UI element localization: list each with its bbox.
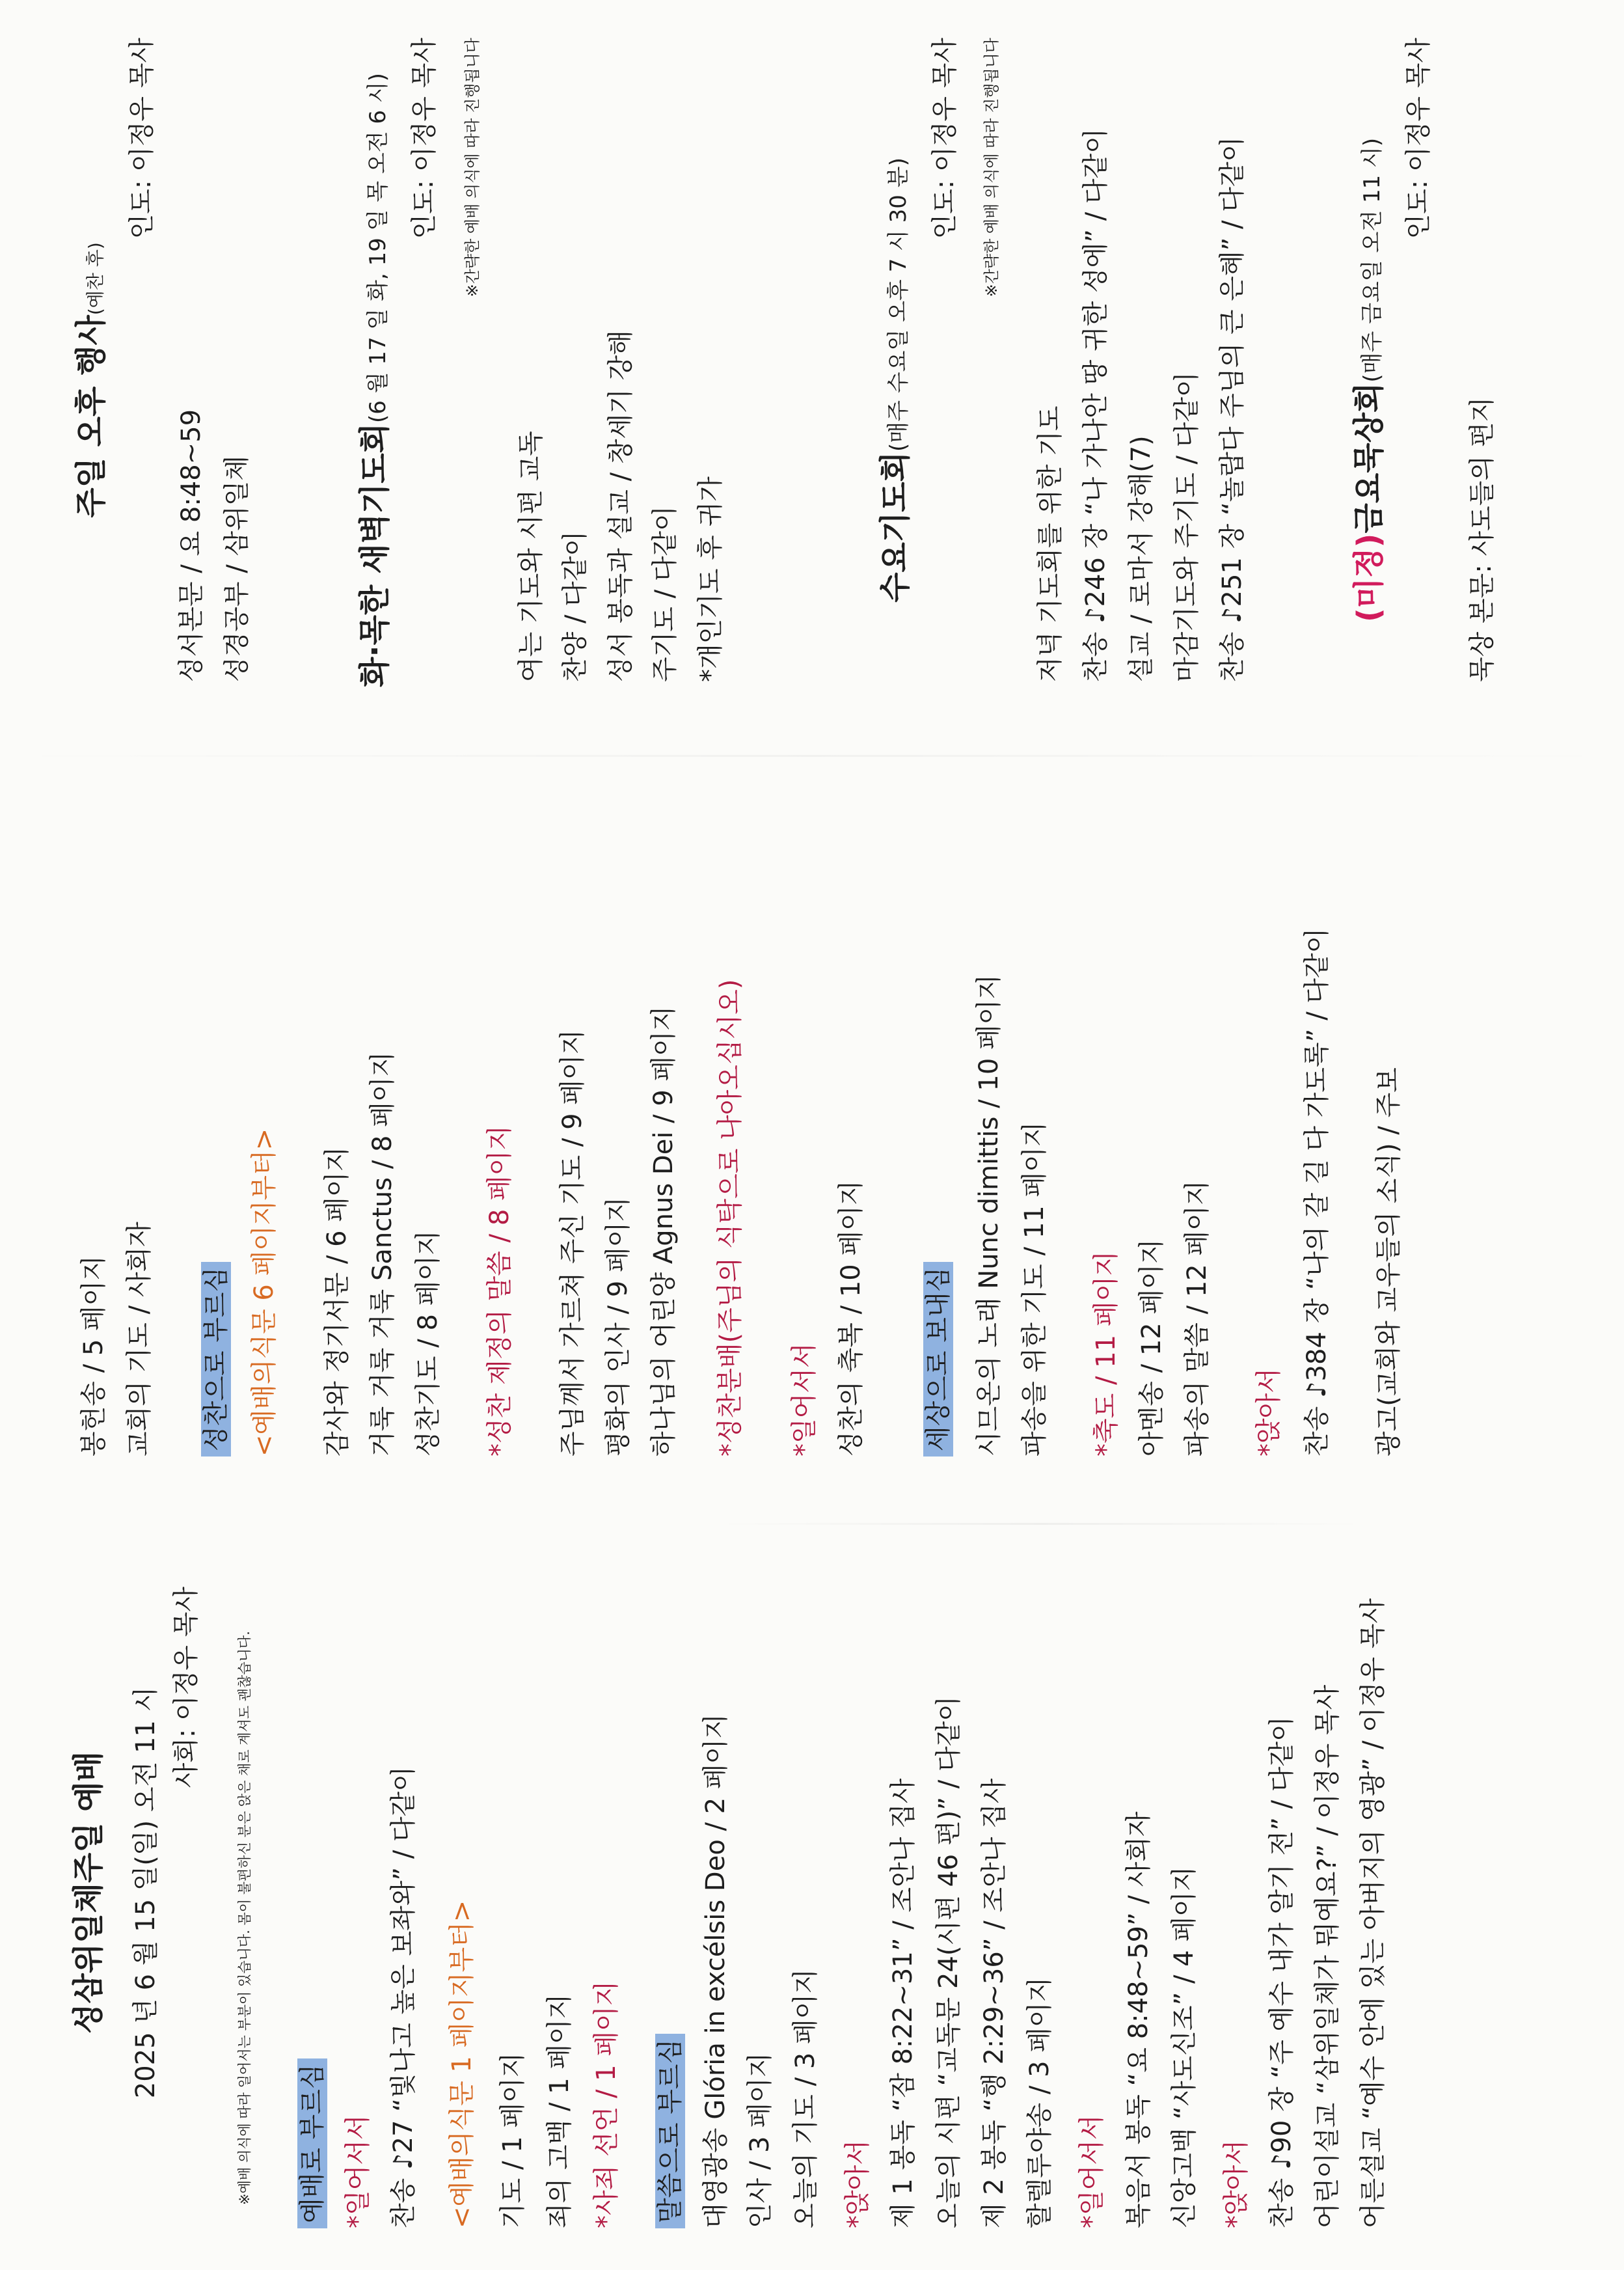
order-item: 할렐루야송 / 3 페이지 <box>1025 1976 1055 2228</box>
section-title: 수요기도회 <box>877 452 914 603</box>
order-item: 교회의 기도 / 사회자 <box>124 1222 154 1456</box>
order-item: 성서 봉독과 설교 / 창세기 강해 <box>606 330 636 682</box>
friday-meditation-heading <box>1351 0 1390 760</box>
panel-weekday-meetings <box>0 0 1624 760</box>
service-date: 2025 년 6 월 15 일(일) 오전 11 시 <box>131 1686 161 2099</box>
section-subtitle: (매주 수요일 오후 7 시 30 분) <box>886 157 912 452</box>
order-item: 감사와 정기서문 / 6 페이지 <box>322 1146 352 1456</box>
order-item: 찬송 ♪246 장 “나 가나안 땅 귀한 성에” / 다같이 <box>1081 128 1111 682</box>
order-item: 찬양 / 다같이 <box>560 530 590 682</box>
order-item: 인사 / 3 페이지 <box>745 2052 775 2228</box>
order-item: 봉헌송 / 5 페이지 <box>79 1255 109 1456</box>
stand-cue: *일어서서 <box>343 2114 373 2228</box>
order-item: *성찬 제정의 말씀 / 8 페이지 <box>485 1125 515 1456</box>
order-item: 대영광송 Glória in excélsis Deo / 2 페이지 <box>701 1714 731 2228</box>
order-item: 주기도 / 다같이 <box>650 506 680 682</box>
order-item: 파송을 위한 기도 / 11 페이지 <box>1020 1121 1049 1456</box>
sit-cue: *앉아서 <box>1254 1368 1284 1456</box>
order-item: *축도 / 11 페이지 <box>1091 1251 1121 1456</box>
order-item: 어린이설교 “삼위일체가 뭐예요?” / 이정우 목사 <box>1312 1684 1342 2228</box>
panel-communion-and-sending <box>0 760 1624 1515</box>
stand-cue: *일어서서 <box>789 1343 819 1456</box>
sit-cue: *앉아서 <box>1221 2140 1251 2228</box>
order-item: 죄의 고백 / 1 페이지 <box>545 1993 575 2228</box>
dawn-prayer-heading <box>357 0 396 760</box>
order-item: 광고(교회와 교우들의 소식) / 주보 <box>1374 1067 1403 1456</box>
liturgy-reference: <예배의식문 6 페이지부터> <box>249 1128 279 1456</box>
sunday-afternoon-heading <box>73 0 114 760</box>
section-call-to-communion: 성찬으로 부르심 <box>201 1262 231 1456</box>
format-note: ※간략한 예배 의식에 따라 진행됩니다 <box>982 38 1001 297</box>
section-subtitle: (매주 금요일 오전 11 시) <box>1359 137 1385 383</box>
section-call-to-word: 말씀으로 부르심 <box>655 2034 685 2228</box>
order-item: 찬송 ♪384 장 “나의 갈 길 다 가도록” / 다같이 <box>1302 927 1332 1456</box>
section-title: 주일 오후 행사 <box>73 315 109 518</box>
hymn-line: 찬송 ♪27 “빛나고 높은 보좌와” / 다같이 <box>388 1766 418 2228</box>
order-item: 신앙고백 “사도신조” / 4 페이지 <box>1169 1866 1199 2228</box>
order-item: 제 2 봉독 “행 2:29~36” / 조안나 집사 <box>979 1778 1009 2228</box>
stand-cue: *일어서서 <box>1077 2114 1107 2228</box>
order-item: 성서본문 / 요 8:48~59 <box>176 409 206 682</box>
order-item: 여는 기도와 시편 교독 <box>516 431 546 682</box>
order-item: *성찬분배(주님의 식탁으로 나아오십시오) <box>715 979 745 1456</box>
section-call-to-worship: 예배로 부르심 <box>297 2058 327 2228</box>
order-item: 주님께서 가르쳐 주신 기도 / 9 페이지 <box>558 1029 588 1456</box>
order-item: *개인기도 후 귀가 <box>696 476 725 682</box>
posture-note: ※예배 의식에 따라 일어서는 부분이 있습니다. 몸이 불편하신 분은 앉은 채로 계셔도 괜찮습니다. <box>237 1631 252 2205</box>
order-item: 마감기도와 주기도 / 다같이 <box>1172 372 1202 682</box>
leader: 인도: 이정우 목사 <box>127 38 157 239</box>
order-item: 복음서 봉독 “요 8:48~59” / 사회자 <box>1124 1811 1154 2228</box>
section-subtitle: (예찬 후) <box>85 242 106 316</box>
order-item: 성찬기도 / 8 페이지 <box>413 1230 443 1456</box>
order-item: 거룩 거룩 거룩 Sanctus / 8 페이지 <box>368 1051 398 1456</box>
service-title: 성삼위일체주일 예배 <box>70 1751 107 2034</box>
order-item: 기도 / 1 페이지 <box>498 2052 528 2228</box>
wednesday-prayer-heading <box>877 0 917 760</box>
presider: 사회: 이정우 목사 <box>171 1587 201 1788</box>
order-item: 성경공부 / 삼위일체 <box>222 455 252 682</box>
order-item: 어른설교 “예수 안에 있는 아버지의 영광” / 이정우 목사 <box>1358 1598 1388 2228</box>
order-item: 묵상 본문: 사도들의 편지 <box>1467 396 1497 682</box>
order-item: 제 1 봉독 “잠 8:22~31” / 조안나 집사 <box>888 1778 918 2228</box>
order-item: 하나님의 어린양 Agnus Dei / 9 페이지 <box>649 1005 679 1456</box>
format-note: ※간략한 예배 의식에 따라 진행됩니다 <box>463 38 481 297</box>
leader: 인도: 이정우 목사 <box>1403 38 1433 239</box>
order-item: *사죄 선언 / 1 페이지 <box>591 1980 621 2228</box>
leader: 인도: 이정우 목사 <box>930 38 960 239</box>
order-item: 평화의 인사 / 9 페이지 <box>603 1197 633 1456</box>
tentative-tag: (미정) <box>1351 533 1387 623</box>
section-title: 화·목한 새벽기도회 <box>357 423 393 687</box>
order-item: 찬송 ♪251 장 “놀랍다 주님의 큰 은혜” / 다같이 <box>1217 136 1247 682</box>
section-title: 금요묵상회 <box>1351 382 1387 534</box>
order-item: 오늘의 기도 / 3 페이지 <box>791 1969 820 2228</box>
order-item: 아멘송 / 12 페이지 <box>1137 1238 1167 1456</box>
order-item: 시므온의 노래 Nunc dimittis / 10 페이지 <box>974 974 1004 1456</box>
order-item: 파송의 말씀 / 12 페이지 <box>1182 1180 1212 1456</box>
panel-sunday-worship <box>0 1515 1624 2270</box>
sit-cue: *앉아서 <box>843 2140 873 2228</box>
section-subtitle: (6 월 17 일 화, 19 일 목 오전 6 시) <box>365 73 391 424</box>
order-item: 찬송 ♪90 장 “주 예수 내가 알기 전” / 다같이 <box>1267 1716 1297 2228</box>
leader: 인도: 이정우 목사 <box>409 38 439 239</box>
section-sending: 세상으로 보내심 <box>923 1262 953 1456</box>
order-item: 오늘의 시편 “교독문 24(시편 46 편)” / 다같이 <box>934 1696 964 2228</box>
liturgy-reference: <예배의식문 1 페이지부터> <box>447 1900 477 2228</box>
order-item: 설교 / 로마서 강해(7) <box>1126 435 1156 682</box>
order-item: 저녁 기도회를 위한 기도 <box>1035 405 1065 682</box>
order-item: 성찬의 축복 / 10 페이지 <box>836 1180 866 1456</box>
